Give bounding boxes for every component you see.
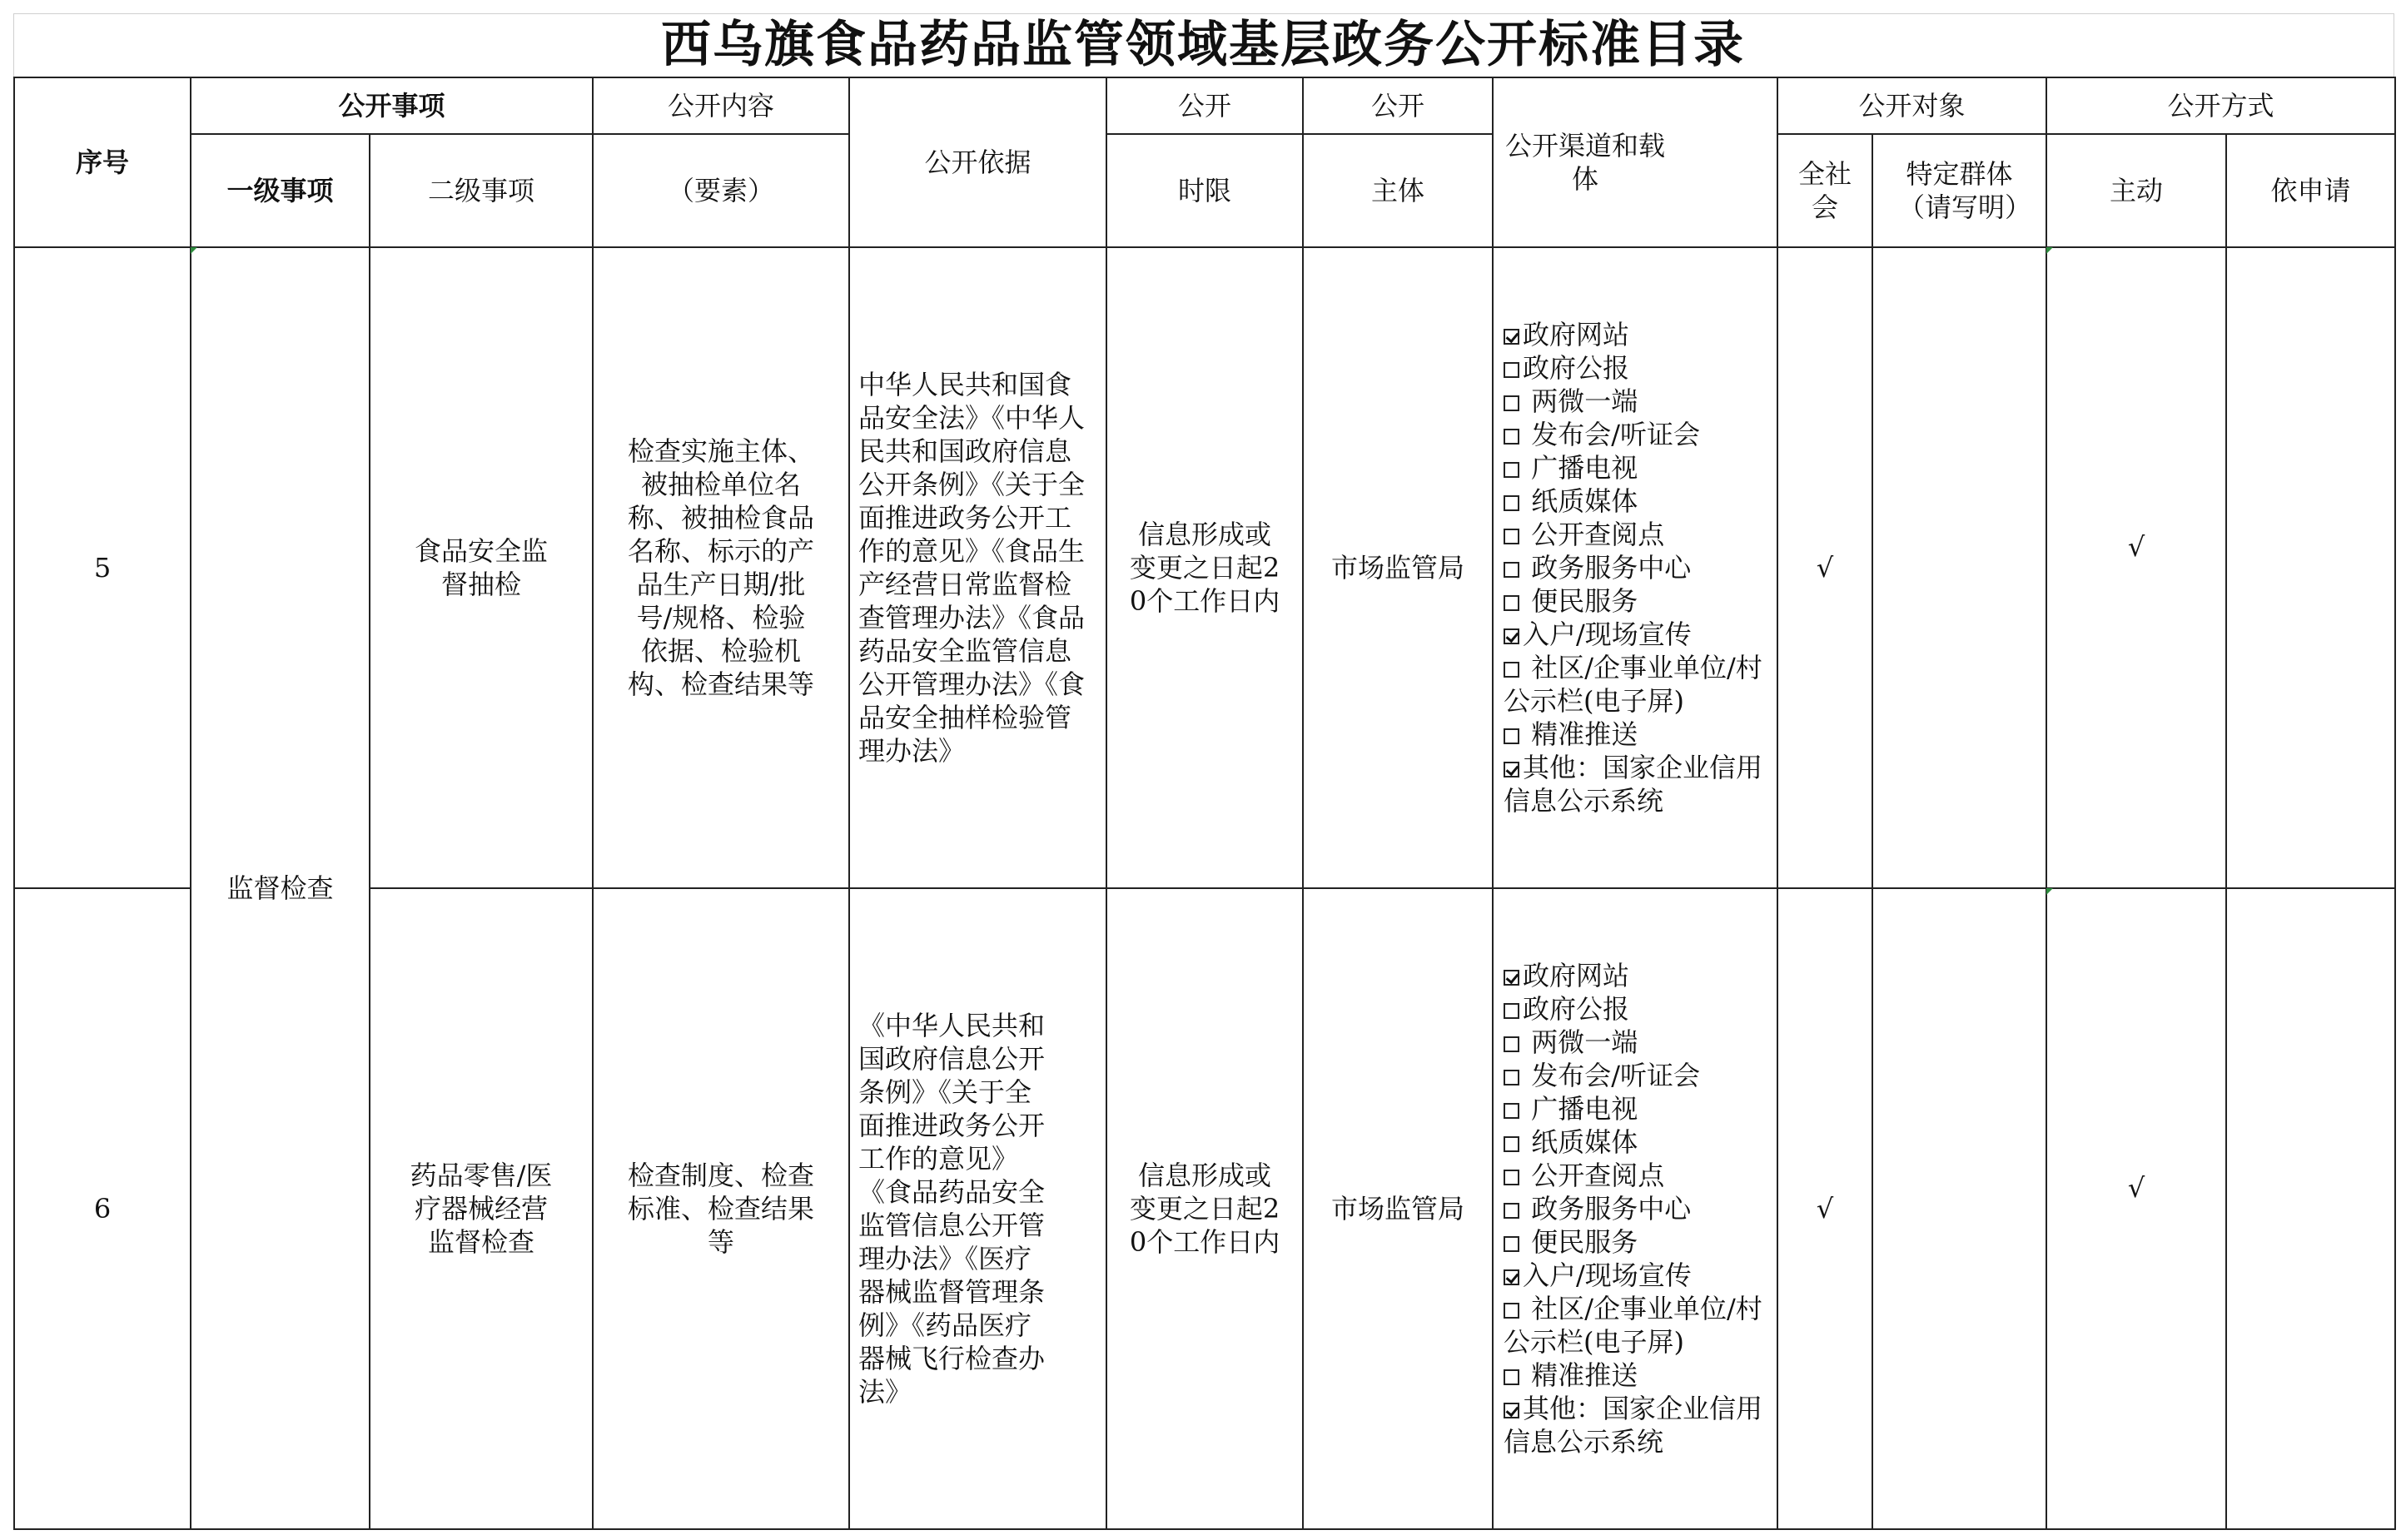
row-time: 信息形成或变更之日起20个工作日内 — [1106, 888, 1303, 1529]
row-channels — [1493, 888, 1777, 1529]
channel-option — [1504, 1192, 1772, 1225]
channel-option — [1504, 1292, 1772, 1359]
header-time-top: 公开 — [1106, 77, 1303, 134]
channel-label: 纸质媒体 — [1523, 1126, 1638, 1158]
channel-label: 社区/企事业单位/村公示栏(电子屏) — [1504, 652, 1762, 717]
channel-option — [1504, 1359, 1772, 1392]
channel-label: 便民服务 — [1523, 585, 1638, 617]
channel-option — [1504, 959, 1772, 992]
header-method-request: 依申请 — [2226, 134, 2395, 247]
row-audience-specific — [1872, 247, 2046, 888]
channel-option — [1504, 385, 1772, 418]
header-audience-all: 全社会 — [1777, 134, 1872, 247]
header-row-top — [14, 77, 2395, 134]
row-method-active: √ — [2046, 247, 2226, 888]
empty-box-icon — [1504, 562, 1519, 578]
level1-item: 监督检查 — [191, 247, 370, 1529]
row-method-request — [2226, 247, 2395, 888]
header-seq: 序号 — [14, 77, 191, 247]
channel-label: 纸质媒体 — [1523, 485, 1638, 517]
channel-option — [1504, 651, 1772, 718]
channel-option — [1504, 992, 1772, 1026]
channel-option — [1504, 1026, 1772, 1059]
header-items-group: 公开事项 — [191, 77, 593, 134]
row-method-request — [2226, 888, 2395, 1529]
header-channel: 公开渠道和载体 — [1493, 77, 1777, 247]
channel-label: 其他：国家企业信用信息公示系统 — [1504, 1393, 1763, 1458]
header-audience-group: 公开对象 — [1777, 77, 2046, 134]
channel-label: 两微一端 — [1523, 1026, 1638, 1058]
table-row — [14, 247, 2395, 888]
empty-box-icon — [1504, 529, 1519, 544]
checked-box-icon — [1504, 329, 1519, 345]
empty-box-icon — [1504, 462, 1519, 478]
channel-label: 广播电视 — [1523, 452, 1638, 484]
channel-option — [1504, 584, 1772, 618]
row-basis: 中华人民共和国食品安全法》《中华人民共和国政府信息公开条例》《关于全面推进政务公开工作的意见》《食品生产经营日常监督检查管理办法》《食品药品安全监管信息公开管理办法》《食品安全抽样检验管理办法》 — [849, 247, 1106, 888]
row-method-active: √ — [2046, 888, 2226, 1529]
channel-option — [1504, 551, 1772, 584]
cell-marker — [2046, 888, 2053, 895]
channel-label: 入户/现场宣传 — [1523, 1259, 1692, 1291]
row-level2: 药品零售/医疗器械经营监督检查 — [370, 888, 593, 1529]
channel-option — [1504, 484, 1772, 518]
checked-box-icon — [1504, 970, 1519, 986]
channel-label: 政府网站 — [1523, 319, 1630, 350]
channel-label: 两微一端 — [1523, 385, 1638, 417]
row-content: 检查实施主体、被抽检单位名称、被抽检食品名称、标示的产品生产日期/批号/规格、检验依据、检验机构、检查结果等 — [593, 247, 849, 888]
empty-box-icon — [1504, 728, 1519, 744]
row-basis: 《中华人民共和国政府信息公开条例》《关于全面推进政务公开工作的意见》《食品药品安全监管信息公开管理办法》《医疗器械监督管理条例》《药品医疗器械飞行检查办法》 — [849, 888, 1106, 1529]
header-subject-top: 公开 — [1303, 77, 1493, 134]
header-content-top: 公开内容 — [593, 77, 849, 134]
row-audience-specific — [1872, 888, 2046, 1529]
channel-label: 公开查阅点 — [1523, 519, 1665, 550]
channel-label: 政府公报 — [1523, 352, 1630, 384]
empty-box-icon — [1504, 429, 1519, 445]
row-channels — [1493, 247, 1777, 888]
empty-box-icon — [1504, 1003, 1519, 1019]
header-audience-specific: 特定群体（请写明） — [1872, 134, 2046, 247]
header-time-bottom: 时限 — [1106, 134, 1303, 247]
channel-option — [1504, 751, 1772, 817]
channel-label: 精准推送 — [1523, 1359, 1638, 1391]
row-audience-all: √ — [1777, 888, 1872, 1529]
channel-option — [1504, 418, 1772, 451]
channel-label: 政务服务中心 — [1523, 552, 1692, 584]
catalog-table — [13, 77, 2396, 1530]
empty-box-icon — [1504, 1070, 1519, 1085]
row-level2: 食品安全监督抽检 — [370, 247, 593, 888]
checked-box-icon — [1504, 628, 1519, 644]
empty-box-icon — [1504, 1136, 1519, 1152]
empty-box-icon — [1504, 362, 1519, 378]
header-level2: 二级事项 — [370, 134, 593, 247]
checked-box-icon — [1504, 1269, 1519, 1285]
empty-box-icon — [1504, 1236, 1519, 1252]
channel-option — [1504, 1225, 1772, 1259]
channel-option — [1504, 1259, 1772, 1292]
channel-option — [1504, 351, 1772, 385]
channel-option — [1504, 1159, 1772, 1192]
channel-option — [1504, 318, 1772, 351]
empty-box-icon — [1504, 395, 1519, 411]
channel-option — [1504, 451, 1772, 484]
channel-option — [1504, 1059, 1772, 1092]
channel-option — [1504, 1125, 1772, 1159]
channel-option — [1504, 518, 1772, 551]
channel-label: 政府公报 — [1523, 993, 1630, 1025]
empty-box-icon — [1504, 1369, 1519, 1385]
channel-label: 政府网站 — [1523, 960, 1630, 991]
row-subject: 市场监管局 — [1303, 888, 1493, 1529]
row-time: 信息形成或变更之日起20个工作日内 — [1106, 247, 1303, 888]
cell-marker — [2046, 247, 2053, 254]
row-subject: 市场监管局 — [1303, 247, 1493, 888]
checked-box-icon — [1504, 762, 1519, 777]
empty-box-icon — [1504, 595, 1519, 611]
channel-option — [1504, 618, 1772, 651]
empty-box-icon — [1504, 1303, 1519, 1319]
header-content-bottom: （要素） — [593, 134, 849, 247]
empty-box-icon — [1504, 1103, 1519, 1119]
channel-label: 精准推送 — [1523, 718, 1638, 750]
channel-label: 发布会/听证会 — [1523, 419, 1700, 450]
channel-option — [1504, 1092, 1772, 1125]
channel-label: 其他：国家企业信用信息公示系统 — [1504, 752, 1763, 817]
channel-label: 便民服务 — [1523, 1226, 1638, 1258]
page-title: 西乌旗食品药品监管领域基层政务公开标准目录 — [661, 16, 1745, 74]
channel-label: 发布会/听证会 — [1523, 1060, 1700, 1091]
header-row-bottom — [14, 134, 2395, 247]
header-method-group: 公开方式 — [2046, 77, 2395, 134]
empty-box-icon — [1504, 1170, 1519, 1185]
channel-label: 广播电视 — [1523, 1093, 1638, 1125]
row-seq: 5 — [14, 247, 191, 888]
empty-box-icon — [1504, 1036, 1519, 1052]
header-basis: 公开依据 — [849, 77, 1106, 247]
empty-box-icon — [1504, 662, 1519, 678]
empty-box-icon — [1504, 1203, 1519, 1219]
channel-label: 公开查阅点 — [1523, 1160, 1665, 1191]
row-content: 检查制度、检查标准、检查结果等 — [593, 888, 849, 1529]
header-level1: 一级事项 — [191, 134, 370, 247]
row-seq: 6 — [14, 888, 191, 1529]
cell-marker — [191, 247, 197, 254]
channel-label: 政务服务中心 — [1523, 1193, 1692, 1225]
row-audience-all: √ — [1777, 247, 1872, 888]
table-row — [14, 888, 2395, 1529]
channel-option — [1504, 1392, 1772, 1458]
header-method-active: 主动 — [2046, 134, 2226, 247]
channel-label: 入户/现场宣传 — [1523, 618, 1692, 650]
header-subject-bottom: 主体 — [1303, 134, 1493, 247]
channel-option — [1504, 718, 1772, 751]
empty-box-icon — [1504, 495, 1519, 511]
channel-label: 社区/企事业单位/村公示栏(电子屏) — [1504, 1293, 1762, 1358]
checked-box-icon — [1504, 1403, 1519, 1418]
